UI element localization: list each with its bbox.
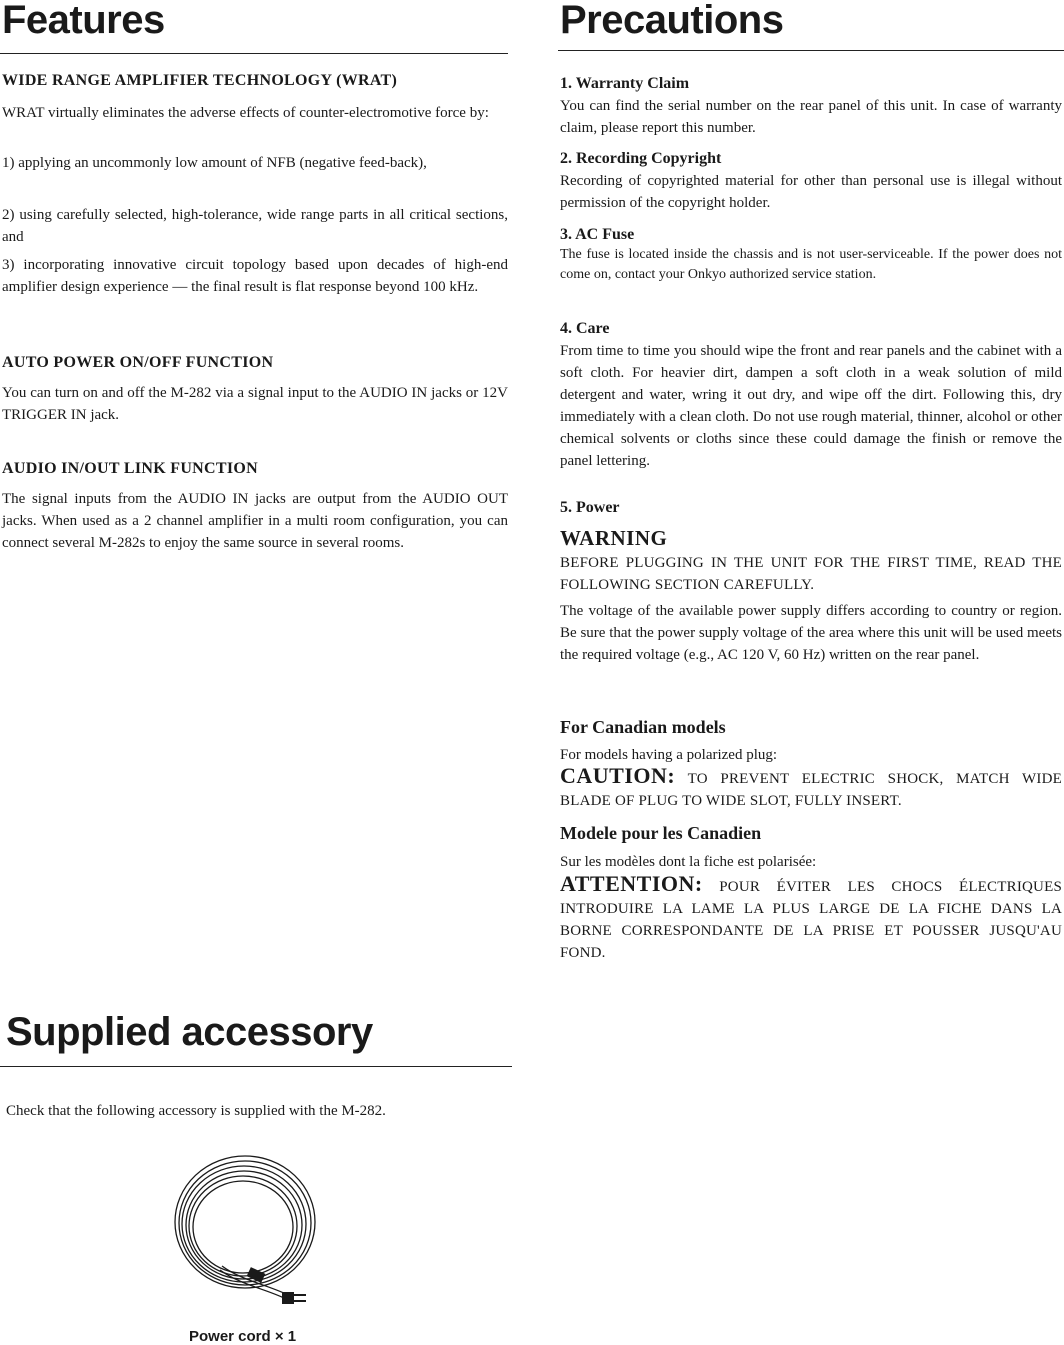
- caution-text: TO PREVENT ELECTRIC SHOCK, MATCH WIDE BLADE OF PLUG TO WIDE SLOT, FULLY INSERT.: [560, 771, 1062, 809]
- precaution-2-body: Recording of copyrighted material for other than personal use is illegal without permission of the copyright holder.: [560, 173, 1062, 211]
- warning-caps: BEFORE PLUGGING IN THE UNIT FOR THE FIRST TIME, READ THE FOLLOWING SECTION CAREFULLY.: [560, 555, 1062, 593]
- wrat-item-3: 3) incorporating innovative circuit topology based upon decades of high-end amplifier design experience — the final result is flat response beyond 100 kHz.: [2, 257, 508, 295]
- canadian-intro: For models having a polarized plug:: [560, 747, 778, 763]
- caution-label: CAUTION:: [560, 763, 676, 788]
- precautions-rule: [558, 50, 1064, 51]
- canadien-intro: Sur les modèles dont la fiche est polarisée:: [560, 854, 817, 870]
- power-cord-icon: [170, 1150, 320, 1315]
- wrat-intro: WRAT virtually eliminates the adverse effects of counter-electromotive force by:: [2, 105, 489, 121]
- attention-label: ATTENTION:: [560, 871, 703, 896]
- canadian-heading: For Canadian models: [560, 717, 726, 737]
- features-title: Features: [2, 0, 165, 42]
- canadien-attention: [560, 873, 1062, 964]
- precaution-5-heading: 5. Power: [560, 499, 620, 516]
- power-cord-caption: Power cord × 1: [189, 1328, 297, 1345]
- attention-text: POUR ÉVITER LES CHOCS ÉLECTRIQUES INTRODUIRE LA LAME LA PLUS LARGE DE LA FICHE DANS LA BORNE CORRESPONDANTE DE LA PRISE ET POUSSER JUSQU'AU FOND.: [560, 879, 1062, 961]
- precaution-4-body: From time to time you should wipe the front and rear panels and the cabinet with a soft cloth. For heavier dirt, dampen a soft cloth in a weak solution of mild detergent and water, wring it out dry, and wipe off the dirt. Following this, dry immediately with a clean cloth. Do not use rough material, thinner, alcohol or other chemical solvents or cloths since these could damage the finish or remove the panel lettering.: [560, 343, 1062, 469]
- wrat-item-2: 2) using carefully selected, high-tolerance, wide range parts in all critical sections, and: [2, 207, 508, 245]
- accessory-intro: Check that the following accessory is supplied with the M-282.: [6, 1103, 386, 1119]
- warning-title: WARNING: [560, 526, 668, 550]
- precaution-1-body: You can find the serial number on the rear panel of this unit. In case of warranty claim, please report this number.: [560, 98, 1062, 136]
- precaution-1-heading: 1. Warranty Claim: [560, 75, 690, 92]
- accessory-rule: [0, 1066, 512, 1067]
- warning-body: The voltage of the available power supply differs according to country or region. Be sure that the power supply voltage of the area where this unit will be used meets the required voltage (e.g., AC 120 V, 60 Hz) written on the rear panel.: [560, 603, 1062, 663]
- wrat-item-1: 1) applying an uncommonly low amount of NFB (negative feed-back),: [2, 155, 427, 171]
- precaution-3-heading: 3. AC Fuse: [560, 226, 635, 243]
- precaution-4-heading: 4. Care: [560, 320, 610, 337]
- precaution-2-heading: 2. Recording Copyright: [560, 150, 722, 167]
- precautions-title: Precautions: [560, 0, 784, 42]
- link-body: The signal inputs from the AUDIO IN jacks are output from the AUDIO OUT jacks. When used as a 2 channel amplifier in a multi room configuration, you can connect several M-282s to enjoy the same source in several rooms.: [2, 491, 508, 551]
- auto-power-heading: AUTO POWER ON/OFF FUNCTION: [2, 354, 274, 371]
- canadian-caution: [560, 765, 1062, 812]
- features-rule: [0, 53, 508, 54]
- wrat-heading: WIDE RANGE AMPLIFIER TECHNOLOGY (WRAT): [2, 72, 398, 89]
- precaution-3-body: The fuse is located inside the chassis and is not user-serviceable. If the power does not come on, contact your Onkyo authorized service station.: [560, 247, 1062, 282]
- canadien-heading: Modele pour les Canadien: [560, 823, 762, 843]
- auto-power-body: You can turn on and off the M-282 via a signal input to the AUDIO IN jacks or 12V TRIGGER IN jack.: [2, 385, 508, 423]
- accessory-title: Supplied accessory: [6, 1010, 373, 1054]
- link-heading: AUDIO IN/OUT LINK FUNCTION: [2, 460, 258, 477]
